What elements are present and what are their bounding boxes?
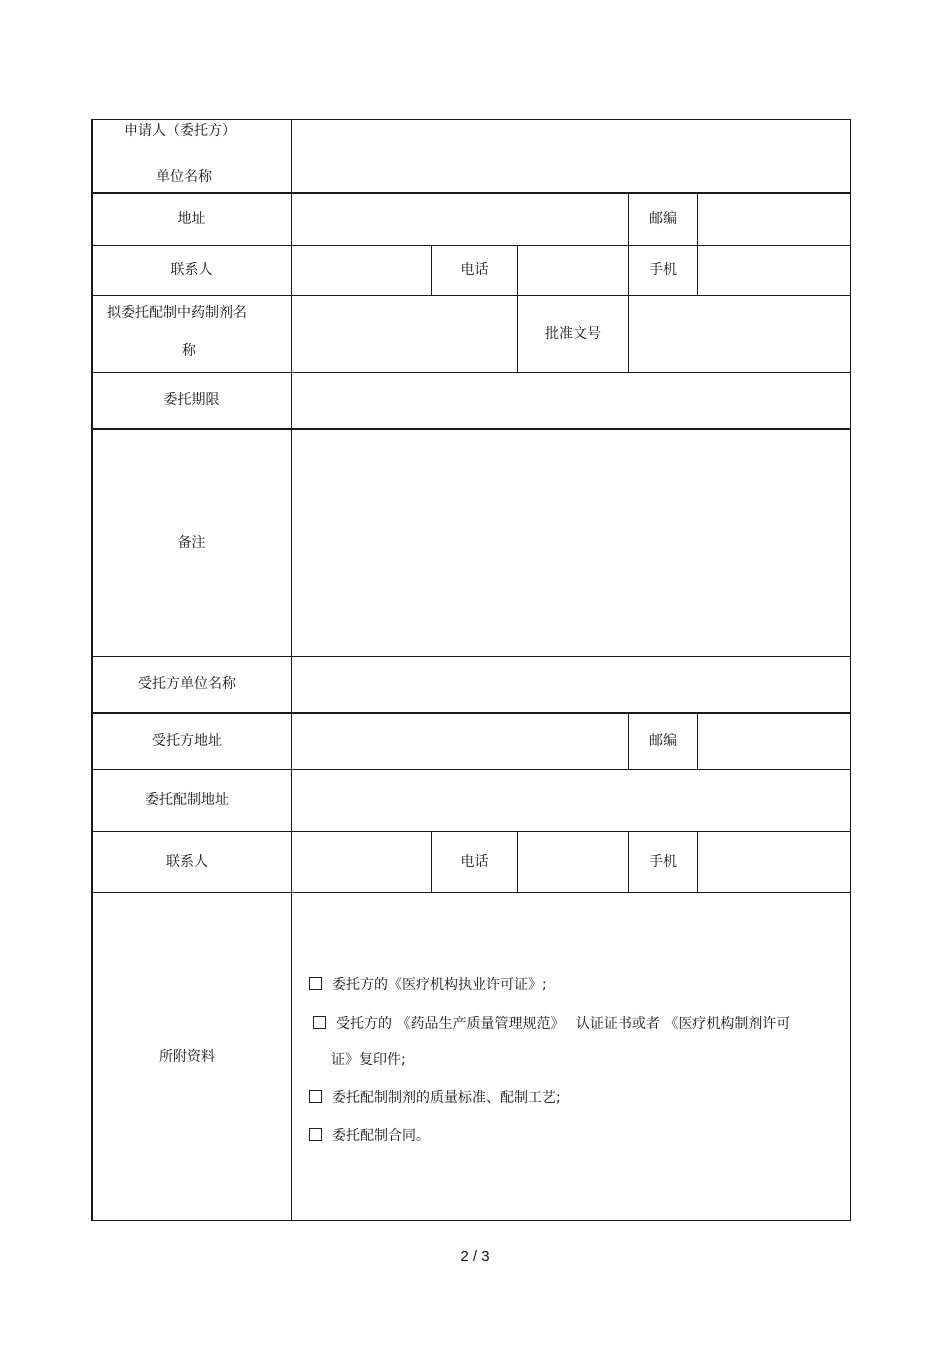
applicant-name-label-line2: 单位名称 — [156, 169, 212, 185]
trustee-address-label: 受托方地址 — [152, 733, 222, 749]
attachments-label: 所附资料 — [159, 1048, 215, 1065]
attachment-item — [309, 974, 547, 994]
column-divider — [517, 245, 518, 295]
trustee-name-label: 受托方单位名称 — [138, 676, 236, 692]
address-label: 地址 — [177, 211, 206, 227]
table-border-right — [850, 119, 851, 1221]
attachment-text: 委托配制制剂的质量标准、配制工艺; — [332, 1090, 561, 1106]
column-divider — [517, 831, 518, 892]
checkbox-icon[interactable] — [309, 977, 322, 990]
attachment-item — [309, 1125, 430, 1145]
row-divider — [91, 295, 851, 296]
column-divider — [697, 193, 698, 245]
trustee-postcode-label: 邮编 — [649, 733, 677, 749]
checkbox-icon[interactable] — [309, 1128, 322, 1141]
attachment-text: 委托方的《医疗机构执业许可证》; — [332, 977, 547, 993]
checkbox-icon[interactable] — [313, 1016, 326, 1029]
remarks-label: 备注 — [177, 535, 206, 551]
attachment-text: 委托配制合同。 — [332, 1128, 430, 1144]
attachment-text: 证》复印件; — [331, 1052, 406, 1068]
column-divider — [628, 295, 629, 372]
preparation-name-label-line2: 称 — [182, 343, 196, 359]
checkbox-icon[interactable] — [309, 1090, 322, 1103]
attachment-text: 受托方的 《药品生产质量管理规范》 认证证书或者 《医疗机构制剂许可 — [336, 1016, 791, 1032]
page-number: 2 / 3 — [460, 1248, 490, 1265]
column-divider — [697, 713, 698, 769]
contact-label: 联系人 — [170, 262, 213, 278]
trustee-phone-label: 电话 — [460, 853, 489, 870]
column-divider — [697, 831, 698, 892]
attachment-item — [313, 1013, 790, 1033]
attachment-item-continuation — [331, 1049, 406, 1069]
approval-number-label: 批准文号 — [545, 325, 601, 342]
column-divider — [697, 245, 698, 295]
trustee-mobile-label: 手机 — [649, 853, 677, 870]
attachment-item — [309, 1087, 561, 1107]
table-border-top — [91, 119, 851, 120]
trustee-contact-label: 联系人 — [166, 853, 208, 870]
applicant-name-label-line1: 申请人（委托方） — [124, 123, 236, 139]
mobile-label: 手机 — [649, 262, 677, 278]
preparation-name-label-line1: 拟委托配制中药制剂名 — [107, 305, 247, 321]
entrust-period-label: 委托期限 — [163, 392, 220, 408]
prep-address-label: 委托配制地址 — [145, 792, 229, 808]
postcode-label: 邮编 — [649, 211, 677, 227]
phone-label: 电话 — [460, 262, 489, 278]
table-border-bottom — [91, 1220, 851, 1221]
label-column-divider — [291, 119, 292, 1221]
